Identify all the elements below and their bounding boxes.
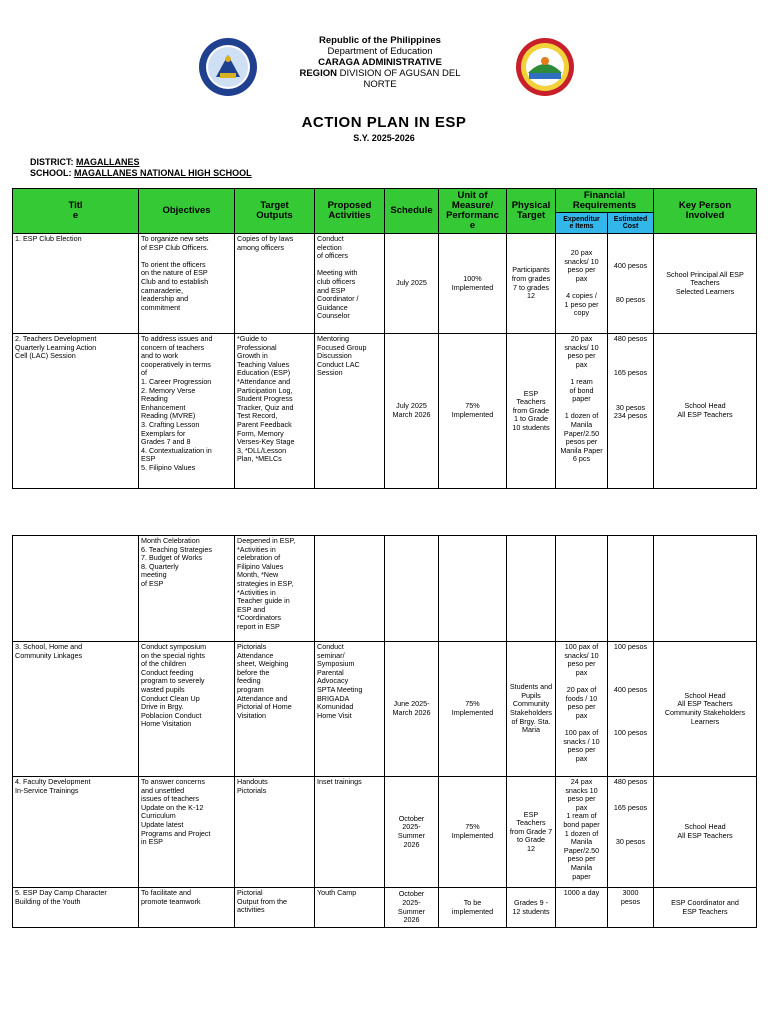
cell-physical: Students and Pupils Community Stakeholders of Brgy. Sta. Maria bbox=[507, 642, 556, 777]
cell-expenditure: 20 pax snacks/ 10 peso per pax 1 ream of bond paper 1 dozen of Manila Paper/2.50 pesos per Manila Paper 6 pcs bbox=[556, 334, 608, 489]
header-line-division: REGION DIVISION OF AGUSAN DEL bbox=[299, 68, 461, 79]
cell-expenditure bbox=[556, 536, 608, 642]
cell-key-person: School Principal All ESP Teachers Selected Learners bbox=[654, 234, 757, 334]
cell-outputs: Deepened in ESP, *Activities in celebration of Filipino Values Month, *New strategies in ESP, *Activities in Teacher guide in ESP and *Coordinators report in ESP bbox=[235, 536, 315, 642]
cell-cost: 400 pesos 80 pesos bbox=[608, 234, 654, 334]
cell-schedule bbox=[385, 536, 439, 642]
cell-outputs: *Guide to Professional Growth in Teaching Values Education (ESP) *Attendance and Participation Log, Student Progress Tracker, Quiz and Test Record, Parent Feedback Form, Memory Verses-Key Stage 3, *DLL/Lesson Plan, *MELCs bbox=[235, 334, 315, 489]
cell-outputs: Copies of by laws among officers bbox=[235, 234, 315, 334]
cell-key-person: School Head All ESP Teachers bbox=[654, 334, 757, 489]
cell-activities: Youth Camp bbox=[315, 888, 385, 928]
cell-expenditure: 24 pax snacks 10 peso per pax 1 ream of bond paper 1 dozen of Manila Paper/2.50 peso per Manila paper bbox=[556, 777, 608, 888]
cell-unit: 75% Implemented bbox=[439, 642, 507, 777]
cell-expenditure: 100 pax of snacks/ 10 peso per pax 20 pax of foods / 10 peso per pax 100 pax of snacks / 10 peso per pax bbox=[556, 642, 608, 777]
col-unit: Unit of Measure/ Performanc e bbox=[439, 189, 507, 234]
cell-schedule: June 2025- March 2026 bbox=[385, 642, 439, 777]
cell-cost: 100 pesos 400 pesos 100 pesos bbox=[608, 642, 654, 777]
table-row bbox=[13, 888, 757, 928]
document-title: ACTION PLAN IN ESP bbox=[301, 114, 467, 131]
cell-key-person bbox=[654, 536, 757, 642]
action-plan-table-2 bbox=[12, 535, 757, 928]
cell-physical: ESP Teachers from Grade 1 to Grade 10 students bbox=[507, 334, 556, 489]
col-cost: Estimated Cost bbox=[608, 213, 654, 234]
cell-schedule: October 2025- Summer 2026 bbox=[385, 777, 439, 888]
cell-cost: 480 pesos 165 pesos 30 pesos bbox=[608, 777, 654, 888]
cell-objectives: To facilitate and promote teamwork bbox=[139, 888, 235, 928]
cell-outputs: Pictorial Output from the activities bbox=[235, 888, 315, 928]
cell-schedule: October 2025- Summer 2026 bbox=[385, 888, 439, 928]
cell-unit: 100% Implemented bbox=[439, 234, 507, 334]
table-row bbox=[13, 234, 757, 334]
cell-unit: 75% Implemented bbox=[439, 777, 507, 888]
cell-expenditure: 20 pax snacks/ 10 peso per pax 4 copies / 1 peso per copy bbox=[556, 234, 608, 334]
table-row bbox=[13, 536, 757, 642]
cell-key-person: School Head All ESP Teachers bbox=[654, 777, 757, 888]
school-value: MAGALLANES NATIONAL HIGH SCHOOL bbox=[74, 168, 252, 178]
table-row bbox=[13, 777, 757, 888]
header-line-deped: Department of Education bbox=[327, 46, 433, 57]
cell-outputs: Pictorials Attendance sheet, Weighing before the feeding program Attendance and Pictorial of Home Visitation bbox=[235, 642, 315, 777]
cell-physical bbox=[507, 536, 556, 642]
cell-objectives: To address issues and concern of teachers and to work cooperatively in terms of 1. Career Progression 2. Memory Verse Reading Enhancement Reading (MVRE) 3. Crafting Lesson Exemplars for Grades 7 and 8 4. Contextualization in ESP 5. Filipino Values bbox=[139, 334, 235, 489]
cell-cost: 3000 pesos bbox=[608, 888, 654, 928]
cell-objectives: Month Celebration 6. Teaching Strategies 7. Budget of Works 8. Quarterly meeting of ESP bbox=[139, 536, 235, 642]
cell-key-person: ESP Coordinator and ESP Teachers bbox=[654, 888, 757, 928]
district-line bbox=[30, 157, 140, 167]
deped-seal-icon bbox=[198, 37, 258, 97]
cell-schedule: July 2025 bbox=[385, 234, 439, 334]
col-objectives: Objectives bbox=[139, 189, 235, 234]
col-schedule: Schedule bbox=[385, 189, 439, 234]
cell-title: 3. School, Home and Community Linkages bbox=[13, 642, 139, 777]
header-line-caraga: CARAGA ADMINISTRATIVE bbox=[318, 57, 442, 68]
header-line-norte: NORTE bbox=[363, 79, 397, 90]
col-title: Titl e bbox=[13, 189, 139, 234]
col-target-outputs: Target Outputs bbox=[235, 189, 315, 234]
cell-objectives: Conduct symposium on the special rights of the children Conduct feeding program to severely wasted pupils Conduct Clean Up Drive in Brgy. Poblacion Conduct Home Visitation bbox=[139, 642, 235, 777]
cell-unit: To be implemented bbox=[439, 888, 507, 928]
cell-activities: Conduct seminar/ Symposium Parental Advocacy SPTA Meeting BRIGADA Komunidad Home Visit bbox=[315, 642, 385, 777]
col-activities: Proposed Activities bbox=[315, 189, 385, 234]
cell-cost bbox=[608, 536, 654, 642]
cell-objectives: To answer concerns and unsettled issues of teachers Update on the K-12 Curriculum Update latest Programs and Project in ESP bbox=[139, 777, 235, 888]
cell-schedule: July 2025 March 2026 bbox=[385, 334, 439, 489]
cell-activities: Conduct election of officers Meeting with club officers and ESP Coordinator / Guidance Counselor bbox=[315, 234, 385, 334]
cell-title: 4. Faculty Development In-Service Trainings bbox=[13, 777, 139, 888]
cell-physical: ESP Teachers from Grade 7 to Grade 12 bbox=[507, 777, 556, 888]
header-line-republic: Republic of the Philippines bbox=[319, 35, 441, 46]
cell-physical: Grades 9 - 12 students bbox=[507, 888, 556, 928]
division-seal-icon bbox=[515, 37, 575, 97]
school-line bbox=[30, 168, 252, 178]
cell-expenditure: 1000 a day bbox=[556, 888, 608, 928]
cell-activities: Inset trainings bbox=[315, 777, 385, 888]
district-label: DISTRICT: bbox=[30, 157, 74, 167]
col-physical: Physical Target bbox=[507, 189, 556, 234]
cell-unit: 75% Implemented bbox=[439, 334, 507, 489]
cell-title bbox=[13, 536, 139, 642]
school-year: S.Y. 2025-2026 bbox=[353, 133, 415, 143]
cell-title: 5. ESP Day Camp Character Building of the Youth bbox=[13, 888, 139, 928]
cell-objectives: To organize new sets of ESP Club Officers. To orient the officers on the nature of ESP Club and to establish camaraderie, leadership and commitment bbox=[139, 234, 235, 334]
table-row bbox=[13, 334, 757, 489]
col-key-person: Key Person Involved bbox=[654, 189, 757, 234]
agency-header bbox=[280, 35, 480, 90]
cell-key-person: School Head All ESP Teachers Community Stakeholders Learners bbox=[654, 642, 757, 777]
action-plan-table-1 bbox=[12, 188, 757, 489]
col-expenditure: Expenditur e Items bbox=[556, 213, 608, 234]
school-label: SCHOOL: bbox=[30, 168, 72, 178]
cell-unit bbox=[439, 536, 507, 642]
table-row bbox=[13, 642, 757, 777]
cell-activities: Mentoring Focused Group Discussion Conduct LAC Session bbox=[315, 334, 385, 489]
cell-activities bbox=[315, 536, 385, 642]
cell-outputs: Handouts Pictorials bbox=[235, 777, 315, 888]
cell-cost: 480 pesos 165 pesos 30 pesos 234 pesos bbox=[608, 334, 654, 489]
col-financial: Financial Requirements bbox=[556, 189, 654, 213]
district-value: MAGALLANES bbox=[76, 157, 140, 167]
cell-title: 1. ESP Club Election bbox=[13, 234, 139, 334]
cell-physical: Participants from grades 7 to grades 12 bbox=[507, 234, 556, 334]
cell-title: 2. Teachers Development Quarterly Learning Action Cell (LAC) Session bbox=[13, 334, 139, 489]
